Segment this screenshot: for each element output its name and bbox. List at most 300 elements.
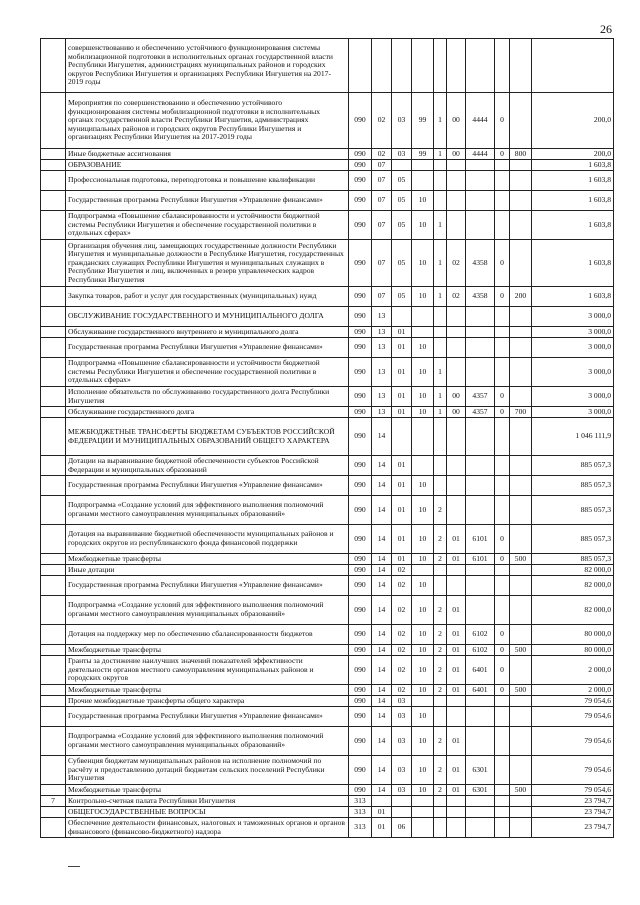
section-code-cell: 07 — [372, 160, 392, 171]
table-row — [41, 554, 614, 565]
expense-type-code-cell — [510, 358, 532, 387]
table-row — [41, 756, 614, 785]
row-number-cell — [41, 327, 66, 338]
direction-code-cell: 6301 — [466, 756, 495, 785]
main-event-code-cell: 01 — [447, 685, 466, 696]
direction-code-cell — [466, 171, 495, 191]
main-event-code-cell — [447, 456, 466, 476]
subprogram-code-cell: 2 — [434, 756, 447, 785]
expense-type-code-cell — [510, 525, 532, 554]
expense-type-code-cell — [510, 418, 532, 456]
amount-cell: 1 603,8 — [532, 160, 614, 171]
table-row — [41, 818, 614, 838]
program-code-cell — [412, 307, 434, 327]
program-code-cell — [412, 696, 434, 707]
subprogram-code-cell: 1 — [434, 240, 447, 287]
section-code-cell: 13 — [372, 387, 392, 407]
expense-type-code-cell — [510, 756, 532, 785]
subsection-code-cell: 03 — [392, 785, 412, 796]
table-row — [41, 191, 614, 211]
dept-code-cell: 090 — [349, 625, 372, 645]
extra-code-cell — [495, 160, 510, 171]
subprogram-code-cell — [434, 576, 447, 596]
item-name-cell: Дотация на поддержку мер по обеспечению сбалансированности бюджетов — [66, 625, 349, 645]
subprogram-code-cell: 2 — [434, 496, 447, 525]
subprogram-code-cell: 2 — [434, 554, 447, 565]
dept-code-cell: 090 — [349, 171, 372, 191]
row-number-cell — [41, 807, 66, 818]
dept-code-cell: 090 — [349, 756, 372, 785]
program-code-cell — [412, 171, 434, 191]
dept-code-cell: 090 — [349, 338, 372, 358]
program-code-cell: 10 — [412, 625, 434, 645]
subprogram-code-cell — [434, 707, 447, 727]
subprogram-code-cell — [434, 796, 447, 807]
program-code-cell: 10 — [412, 785, 434, 796]
row-number-cell — [41, 496, 66, 525]
amount-cell: 23 794,7 — [532, 796, 614, 807]
amount-cell: 79 054,6 — [532, 756, 614, 785]
program-code-cell: 10 — [412, 407, 434, 418]
main-event-code-cell — [447, 191, 466, 211]
subsection-code-cell: 05 — [392, 191, 412, 211]
direction-code-cell — [466, 191, 495, 211]
table-row — [41, 565, 614, 576]
main-event-code-cell: 01 — [447, 727, 466, 756]
program-code-cell: 10 — [412, 554, 434, 565]
section-code-cell: 13 — [372, 407, 392, 418]
expense-type-code-cell — [510, 818, 532, 838]
item-name-cell: Государственная программа Республики Ингушетия «Управление финансами» — [66, 476, 349, 496]
table-row — [41, 338, 614, 358]
program-code-cell: 10 — [412, 211, 434, 240]
dept-code-cell: 090 — [349, 785, 372, 796]
main-event-code-cell: 00 — [447, 93, 466, 149]
section-code-cell: 02 — [372, 149, 392, 160]
direction-code-cell — [466, 807, 495, 818]
direction-code-cell — [466, 456, 495, 476]
subsection-code-cell: 01 — [392, 554, 412, 565]
main-event-code-cell: 01 — [447, 756, 466, 785]
dept-code-cell: 090 — [349, 554, 372, 565]
subsection-code-cell: 03 — [392, 696, 412, 707]
subsection-code-cell: 02 — [392, 565, 412, 576]
program-code-cell: 10 — [412, 707, 434, 727]
subsection-code-cell — [392, 39, 412, 93]
subprogram-code-cell: 1 — [434, 387, 447, 407]
row-number-cell — [41, 554, 66, 565]
program-code-cell: 10 — [412, 576, 434, 596]
item-name-cell: Закупка товаров, работ и услуг для государственных (муниципальных) нужд — [66, 287, 349, 307]
subsection-code-cell: 01 — [392, 387, 412, 407]
direction-code-cell: 4444 — [466, 149, 495, 160]
extra-code-cell: 0 — [495, 287, 510, 307]
extra-code-cell — [495, 338, 510, 358]
item-name-cell: ОБСЛУЖИВАНИЕ ГОСУДАРСТВЕННОГО И МУНИЦИПАЛЬНОГО ДОЛГА — [66, 307, 349, 327]
extra-code-cell — [495, 696, 510, 707]
table-row — [41, 525, 614, 554]
item-name-cell: Государственная программа Республики Ингушетия «Управление финансами» — [66, 707, 349, 727]
row-number-cell — [41, 565, 66, 576]
amount-cell: 82 000,0 — [532, 596, 614, 625]
program-code-cell: 10 — [412, 476, 434, 496]
row-number-cell — [41, 476, 66, 496]
row-number-cell — [41, 696, 66, 707]
section-code-cell: 02 — [372, 93, 392, 149]
expense-type-code-cell — [510, 171, 532, 191]
amount-cell: 23 794,7 — [532, 807, 614, 818]
item-name-cell: Иные дотации — [66, 565, 349, 576]
dept-code-cell: 090 — [349, 418, 372, 456]
section-code-cell: 14 — [372, 645, 392, 656]
item-name-cell: ОБЩЕГОСУДАРСТВЕННЫЕ ВОПРОСЫ — [66, 807, 349, 818]
dept-code-cell: 313 — [349, 807, 372, 818]
dept-code-cell: 090 — [349, 707, 372, 727]
direction-code-cell — [466, 160, 495, 171]
subprogram-code-cell: 2 — [434, 685, 447, 696]
main-event-code-cell: 01 — [447, 656, 466, 685]
amount-cell: 80 000,0 — [532, 625, 614, 645]
direction-code-cell: 4358 — [466, 240, 495, 287]
expense-type-code-cell — [510, 496, 532, 525]
dept-code-cell: 090 — [349, 191, 372, 211]
amount-cell: 79 054,6 — [532, 785, 614, 796]
extra-code-cell — [495, 565, 510, 576]
subsection-code-cell: 01 — [392, 456, 412, 476]
subprogram-code-cell — [434, 39, 447, 93]
subsection-code-cell — [392, 418, 412, 456]
direction-code-cell — [466, 496, 495, 525]
main-event-code-cell: 01 — [447, 525, 466, 554]
expense-type-code-cell: 700 — [510, 407, 532, 418]
dept-code-cell: 090 — [349, 307, 372, 327]
item-name-cell: МЕЖБЮДЖЕТНЫЕ ТРАНСФЕРТЫ БЮДЖЕТАМ СУБЪЕКТОВ РОССИЙСКОЙ ФЕДЕРАЦИИ И МУНИЦИПАЛЬНЫХ ОБРАЗОВАНИЙ ОБЩЕГО ХАРАКТЕРА — [66, 418, 349, 456]
item-name-cell: Обеспечение деятельности финансовых, налоговых и таможенных органов и органов финансового (финансово-бюджетного) надзора — [66, 818, 349, 838]
dept-code-cell: 090 — [349, 93, 372, 149]
extra-code-cell — [495, 327, 510, 338]
expense-type-code-cell — [510, 696, 532, 707]
extra-code-cell — [495, 358, 510, 387]
section-code-cell: 14 — [372, 707, 392, 727]
program-code-cell — [412, 807, 434, 818]
expense-type-code-cell — [510, 596, 532, 625]
amount-cell: 79 054,6 — [532, 707, 614, 727]
item-name-cell: Мероприятия по совершенствованию и обеспечению устойчивого функционирования системы мобилизационной подготовки в исполнительных органах государственной власти Республики Ингушетия, администрациях муниципальных районов и городских округов Республики Ингушетия и организациях Республики Ингушетия на 2017-2019 годы — [66, 93, 349, 149]
budget-table — [40, 38, 614, 838]
section-code-cell: 13 — [372, 358, 392, 387]
subsection-code-cell: 03 — [392, 149, 412, 160]
subsection-code-cell — [392, 807, 412, 818]
subsection-code-cell: 05 — [392, 211, 412, 240]
subprogram-code-cell — [434, 171, 447, 191]
expense-type-code-cell: 500 — [510, 645, 532, 656]
subprogram-code-cell — [434, 191, 447, 211]
program-code-cell — [412, 456, 434, 476]
item-name-cell: Межбюджетные трансферты — [66, 645, 349, 656]
expense-type-code-cell — [510, 307, 532, 327]
extra-code-cell — [495, 707, 510, 727]
section-code-cell: 14 — [372, 625, 392, 645]
direction-code-cell — [466, 418, 495, 456]
table-row — [41, 149, 614, 160]
amount-cell: 3 000,0 — [532, 407, 614, 418]
extra-code-cell — [495, 796, 510, 807]
subsection-code-cell: 01 — [392, 407, 412, 418]
table-row — [41, 796, 614, 807]
table-row — [41, 307, 614, 327]
expense-type-code-cell — [510, 160, 532, 171]
program-code-cell: 99 — [412, 149, 434, 160]
direction-code-cell — [466, 576, 495, 596]
footer-mark — [68, 866, 80, 867]
main-event-code-cell — [447, 818, 466, 838]
item-name-cell: Исполнение обязательств по обслуживанию государственного долга Республики Ингушетия — [66, 387, 349, 407]
amount-cell: 1 603,8 — [532, 240, 614, 287]
extra-code-cell — [495, 39, 510, 93]
row-number-cell — [41, 387, 66, 407]
main-event-code-cell — [447, 476, 466, 496]
extra-code-cell: 0 — [495, 149, 510, 160]
program-code-cell — [412, 565, 434, 576]
section-code-cell — [372, 796, 392, 807]
main-event-code-cell — [447, 565, 466, 576]
amount-cell: 79 054,6 — [532, 727, 614, 756]
subsection-code-cell: 06 — [392, 818, 412, 838]
main-event-code-cell: 00 — [447, 407, 466, 418]
subprogram-code-cell: 2 — [434, 656, 447, 685]
expense-type-code-cell: 500 — [510, 685, 532, 696]
subsection-code-cell: 03 — [392, 707, 412, 727]
program-code-cell: 10 — [412, 685, 434, 696]
item-name-cell: Межбюджетные трансферты — [66, 785, 349, 796]
amount-cell: 3 000,0 — [532, 338, 614, 358]
table-row — [41, 160, 614, 171]
subsection-code-cell: 05 — [392, 287, 412, 307]
table-row — [41, 707, 614, 727]
table-row — [41, 171, 614, 191]
program-code-cell — [412, 418, 434, 456]
row-number-cell — [41, 727, 66, 756]
item-name-cell: Государственная программа Республики Ингушетия «Управление финансами» — [66, 191, 349, 211]
dept-code-cell: 090 — [349, 565, 372, 576]
item-name-cell: Профессиональная подготовка, переподготовка и повышение квалификации — [66, 171, 349, 191]
direction-code-cell: 6102 — [466, 645, 495, 656]
expense-type-code-cell — [510, 576, 532, 596]
program-code-cell — [412, 818, 434, 838]
section-code-cell: 14 — [372, 565, 392, 576]
dept-code-cell: 090 — [349, 656, 372, 685]
expense-type-code-cell — [510, 796, 532, 807]
item-name-cell: Межбюджетные трансферты — [66, 554, 349, 565]
subprogram-code-cell — [434, 307, 447, 327]
subsection-code-cell: 05 — [392, 240, 412, 287]
dept-code-cell: 090 — [349, 149, 372, 160]
section-code-cell: 07 — [372, 171, 392, 191]
expense-type-code-cell: 500 — [510, 554, 532, 565]
extra-code-cell — [495, 476, 510, 496]
direction-code-cell: 4357 — [466, 407, 495, 418]
table-row — [41, 211, 614, 240]
row-number-cell — [41, 191, 66, 211]
main-event-code-cell: 01 — [447, 554, 466, 565]
expense-type-code-cell — [510, 211, 532, 240]
item-name-cell: Дотации на выравнивание бюджетной обеспеченности субъектов Российской Федерации и муниципальных образований — [66, 456, 349, 476]
table-row — [41, 685, 614, 696]
item-name-cell: Государственная программа Республики Ингушетия «Управление финансами» — [66, 338, 349, 358]
row-number-cell — [41, 418, 66, 456]
extra-code-cell — [495, 211, 510, 240]
section-code-cell: 07 — [372, 240, 392, 287]
expense-type-code-cell: 200 — [510, 287, 532, 307]
amount-cell: 885 057,3 — [532, 496, 614, 525]
dept-code-cell: 090 — [349, 525, 372, 554]
program-code-cell: 10 — [412, 191, 434, 211]
direction-code-cell: 6101 — [466, 525, 495, 554]
subsection-code-cell: 02 — [392, 596, 412, 625]
dept-code-cell: 090 — [349, 696, 372, 707]
program-code-cell: 10 — [412, 727, 434, 756]
main-event-code-cell — [447, 171, 466, 191]
row-number-cell — [41, 645, 66, 656]
extra-code-cell — [495, 818, 510, 838]
direction-code-cell — [466, 707, 495, 727]
extra-code-cell — [495, 191, 510, 211]
amount-cell: 885 057,3 — [532, 456, 614, 476]
subsection-code-cell: 05 — [392, 171, 412, 191]
subprogram-code-cell — [434, 160, 447, 171]
direction-code-cell — [466, 358, 495, 387]
extra-code-cell — [495, 418, 510, 456]
amount-cell: 1 603,8 — [532, 287, 614, 307]
item-name-cell: Подпрограмма «Создание условий для эффективного выполнения полномочий органами местного самоуправления муниципальных образований» — [66, 496, 349, 525]
section-code-cell: 14 — [372, 496, 392, 525]
extra-code-cell — [495, 807, 510, 818]
dept-code-cell — [349, 39, 372, 93]
expense-type-code-cell — [510, 625, 532, 645]
item-name-cell: ОБРАЗОВАНИЕ — [66, 160, 349, 171]
expense-type-code-cell — [510, 387, 532, 407]
subsection-code-cell: 01 — [392, 358, 412, 387]
subprogram-code-cell: 2 — [434, 596, 447, 625]
row-number-cell — [41, 525, 66, 554]
subsection-code-cell: 01 — [392, 525, 412, 554]
dept-code-cell: 313 — [349, 796, 372, 807]
amount-cell: 1 046 111,9 — [532, 418, 614, 456]
main-event-code-cell: 01 — [447, 625, 466, 645]
subprogram-code-cell — [434, 418, 447, 456]
expense-type-code-cell — [510, 191, 532, 211]
table-row — [41, 656, 614, 685]
subprogram-code-cell: 1 — [434, 287, 447, 307]
expense-type-code-cell — [510, 565, 532, 576]
amount-cell: 3 000,0 — [532, 327, 614, 338]
dept-code-cell: 090 — [349, 387, 372, 407]
section-code-cell: 14 — [372, 476, 392, 496]
program-code-cell: 10 — [412, 496, 434, 525]
subprogram-code-cell — [434, 807, 447, 818]
subsection-code-cell — [392, 307, 412, 327]
row-number-cell — [41, 685, 66, 696]
subprogram-code-cell: 2 — [434, 645, 447, 656]
amount-cell: 23 794,7 — [532, 818, 614, 838]
main-event-code-cell: 02 — [447, 240, 466, 287]
direction-code-cell — [466, 307, 495, 327]
row-number-cell — [41, 818, 66, 838]
direction-code-cell: 6102 — [466, 625, 495, 645]
table-row — [41, 93, 614, 149]
row-number-cell — [41, 656, 66, 685]
main-event-code-cell — [447, 707, 466, 727]
direction-code-cell: 6401 — [466, 685, 495, 696]
main-event-code-cell — [447, 39, 466, 93]
expense-type-code-cell: 500 — [510, 785, 532, 796]
expense-type-code-cell — [510, 39, 532, 93]
extra-code-cell: 0 — [495, 554, 510, 565]
table-row — [41, 576, 614, 596]
table-row — [41, 785, 614, 796]
table-row — [41, 456, 614, 476]
main-event-code-cell — [447, 496, 466, 525]
item-name-cell: Государственная программа Республики Ингушетия «Управление финансами» — [66, 576, 349, 596]
subsection-code-cell: 01 — [392, 496, 412, 525]
subsection-code-cell: 01 — [392, 338, 412, 358]
section-code-cell: 14 — [372, 554, 392, 565]
direction-code-cell — [466, 596, 495, 625]
direction-code-cell — [466, 696, 495, 707]
table-row — [41, 407, 614, 418]
item-name-cell: Организация обучения лиц, замещающих государственные должности Республики Ингушетия и муниципальные должности в Республике Ингушетия, государственных гражданских служащих Республики Ингушетия и муниципальных служащих в Республике Ингушетия и лиц, включенных в резерв управленческих кадров Республики Ингушетия — [66, 240, 349, 287]
extra-code-cell — [495, 171, 510, 191]
main-event-code-cell: 00 — [447, 387, 466, 407]
dept-code-cell: 090 — [349, 596, 372, 625]
amount-cell: 82 000,0 — [532, 565, 614, 576]
main-event-code-cell: 01 — [447, 785, 466, 796]
program-code-cell: 10 — [412, 240, 434, 287]
subsection-code-cell: 02 — [392, 656, 412, 685]
subsection-code-cell: 03 — [392, 756, 412, 785]
dept-code-cell: 090 — [349, 160, 372, 171]
expense-type-code-cell — [510, 327, 532, 338]
subprogram-code-cell: 2 — [434, 727, 447, 756]
row-number-cell: 7 — [41, 796, 66, 807]
amount-cell: 1 603,8 — [532, 191, 614, 211]
direction-code-cell — [466, 39, 495, 93]
main-event-code-cell: 01 — [447, 596, 466, 625]
direction-code-cell: 6101 — [466, 554, 495, 565]
extra-code-cell — [495, 596, 510, 625]
row-number-cell — [41, 625, 66, 645]
program-code-cell: 99 — [412, 93, 434, 149]
direction-code-cell — [466, 476, 495, 496]
dept-code-cell: 090 — [349, 327, 372, 338]
subsection-code-cell: 02 — [392, 576, 412, 596]
amount-cell: 1 603,8 — [532, 171, 614, 191]
row-number-cell — [41, 358, 66, 387]
section-code-cell: 07 — [372, 191, 392, 211]
program-code-cell: 10 — [412, 656, 434, 685]
subprogram-code-cell — [434, 476, 447, 496]
dept-code-cell: 090 — [349, 287, 372, 307]
main-event-code-cell — [447, 576, 466, 596]
program-code-cell: 10 — [412, 525, 434, 554]
row-number-cell — [41, 707, 66, 727]
subprogram-code-cell: 1 — [434, 407, 447, 418]
table-row — [41, 496, 614, 525]
main-event-code-cell — [447, 796, 466, 807]
expense-type-code-cell: 800 — [510, 149, 532, 160]
section-code-cell: 01 — [372, 807, 392, 818]
table-row — [41, 645, 614, 656]
